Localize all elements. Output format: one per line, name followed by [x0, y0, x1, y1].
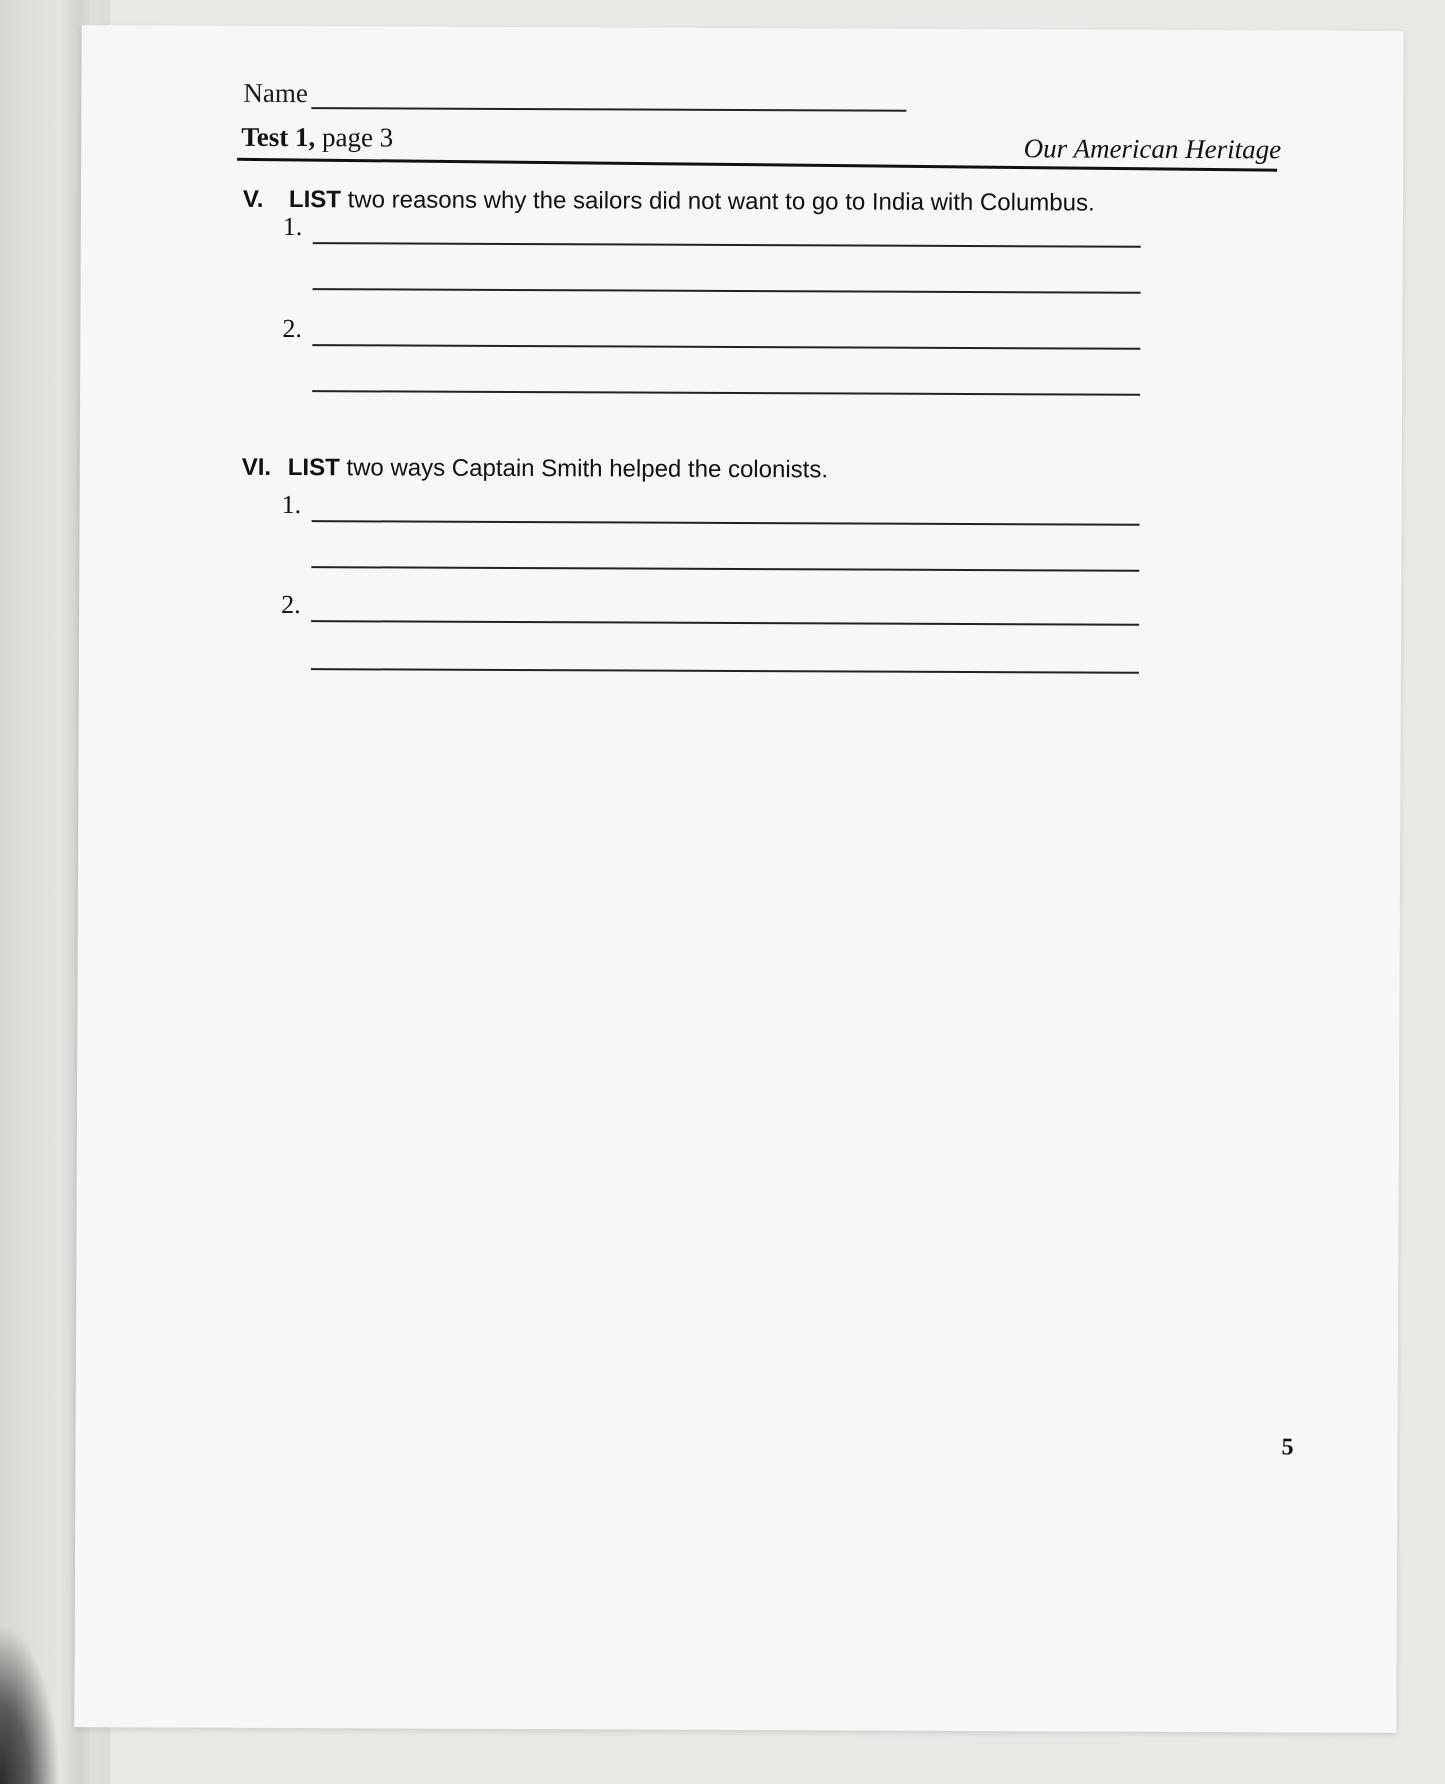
test-page: page 3 — [315, 122, 394, 153]
answer-line[interactable] — [311, 668, 1139, 674]
answer-number: 1. — [282, 212, 303, 242]
answer-line[interactable] — [311, 620, 1139, 626]
answer-vi-2 — [281, 590, 1281, 620]
answer-v-2 — [282, 314, 1282, 344]
answer-number: 1. — [281, 490, 302, 520]
name-field — [243, 78, 907, 112]
test-title — [241, 122, 393, 154]
question-prompt: two ways Captain Smith helped the colonists. — [339, 454, 829, 484]
answer-line[interactable] — [312, 520, 1140, 526]
worksheet-content — [74, 25, 1403, 1733]
answer-line[interactable] — [313, 242, 1141, 248]
question-keyword: LIST — [287, 454, 340, 482]
question-prompt: two reasons why the sailors did not want to go to India with Columbus. — [340, 186, 1095, 217]
answer-number: 2. — [282, 314, 302, 344]
answer-line[interactable] — [312, 390, 1140, 396]
question-keyword: LIST — [288, 186, 342, 214]
answer-line[interactable] — [312, 344, 1140, 350]
answer-line[interactable] — [311, 566, 1139, 572]
book-title: Our American Heritage — [1023, 133, 1282, 165]
question-vi — [242, 454, 828, 485]
booklet-corner-shadow — [0, 1624, 60, 1784]
worksheet-page — [74, 25, 1403, 1733]
answer-vi-1 — [281, 490, 1282, 520]
test-number: Test 1, — [241, 121, 316, 153]
question-numeral: VI. — [241, 453, 272, 481]
answer-number: 2. — [281, 590, 301, 620]
page-number: 5 — [1281, 1434, 1294, 1461]
name-label: Name — [243, 77, 308, 109]
question-numeral: V. — [242, 185, 264, 213]
answer-line[interactable] — [313, 288, 1141, 294]
question-v — [243, 186, 1095, 218]
name-blank-line[interactable] — [312, 83, 907, 112]
